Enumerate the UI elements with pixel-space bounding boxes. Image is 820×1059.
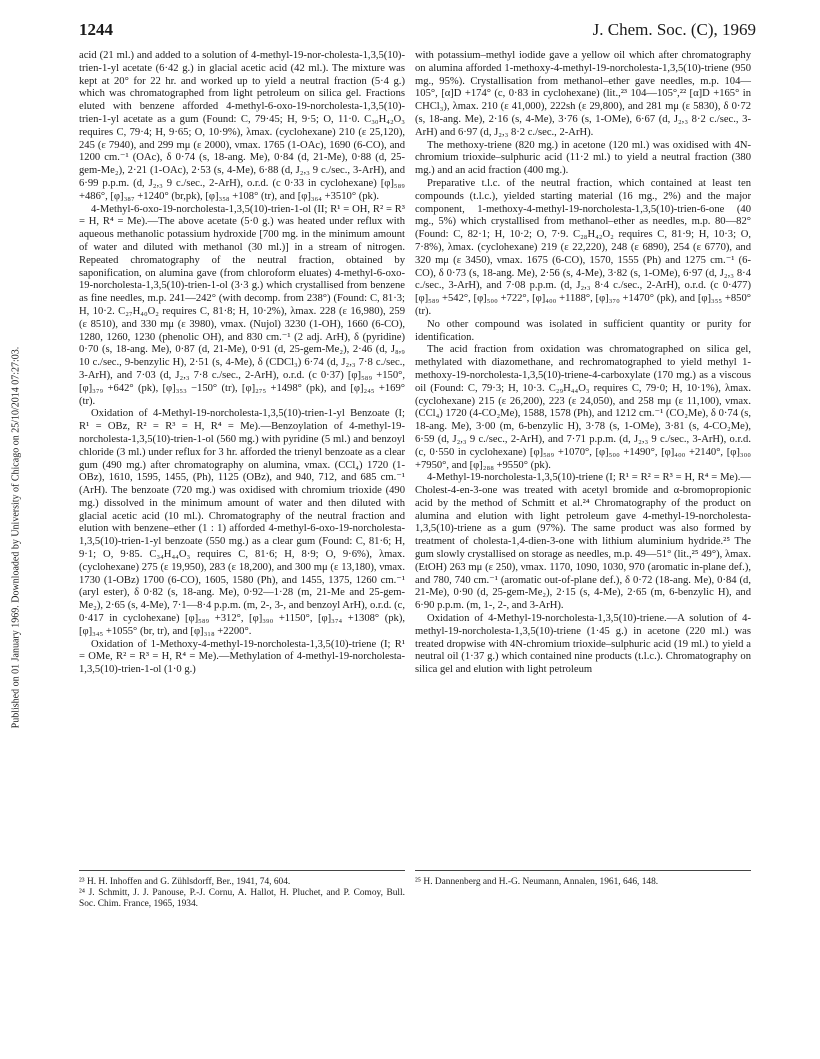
right-column (415, 50, 751, 677)
footnote: ²³ H. H. Inhoffen and G. Zühlsdorff, Ber., 1941, 74, 604. (79, 877, 291, 887)
paragraph: No other compound was isolated in sufficient quantity or purity for identification. (415, 318, 751, 343)
paragraph: The methoxy-triene (820 mg.) in acetone (120 ml.) was oxidised with 4N-chromium trioxide–sulphuric acid (11·2 ml.) to yield a neutral fraction (380 mg.) and an acid fraction (400 mg.). (415, 139, 751, 177)
footnote: ²⁴ J. Schmitt, J. J. Panouse, P.-J. Cornu, A. Hallot, H. Pluchet, and P. Comoy, Bull. Soc. Chim. France, 1965, 1934. (79, 888, 405, 909)
paragraph: 4-Methyl-6-oxo-19-norcholesta-1,3,5(10)-trien-1-ol (II; R¹ = OH, R² = R³ = H, R⁴ = Me).—The above acetate (5·0 g.) was heated under reflux with aqueous methanolic potassium hydroxide [700 mg. in the minimum amount of water and diluted with methanol (30 ml.)] in a stream of nitrogen. Repeated chromatography of the neutral fraction, obtained by saponification, on alumina gave (from chloroform eluates) 4-methyl-6-oxo-19-norcholesta-1,3,5(10)-trien-1-ol (3·3 g.) which crystallised from benzene as fine needles, m.p. 241—242° (with decomp. from 238°) (Found: C, 81·3; H, 10·2. C₂₇H₄₀O₂ requires C, 81·8; H, 10·2%), λmax. 228 (ε 16,980), 259 (ε 8510), and 330 mμ (ε 3980), νmax. (Nujol) 3230 (1-OH), 1660 (6-CO), 1280, 1260, 1230 (phenolic OH), and 830 cm.⁻¹ (2 adj. ArH), δ (pyridine) 0·70 (s, 18-ang. Me), 0·87 (d, 21-Me), 0·91 (d, 25-gem-Me₂), 2·46 (d, J₈,₉ 10 c./sec., 9-benzylic H), 2·51 (s, 4-Me), δ (CDCl₃) 6·74 (d, J₂,₃ 7·8 c./sec., 3-ArH), and 7·03 (d, J₂,₃ 7·8 c./sec., 2-ArH), o.r.d. (c 0·37) [φ]₅₈₉ +150°, [φ]₃₇₉ +642° (pk), [φ]₃₅₃ −150° (tr), [φ]₂₇₅ +1498° (pk), and [φ]₂₄₅ +169° (tr). (79, 203, 405, 407)
paragraph: Preparative t.l.c. of the neutral fraction, which contained at least ten compounds (t.l.c.), yielded starting material (16 mg., 2%) and the major component, 1-methoxy-4-methyl-19-norcholesta-1,3,5(10)-trien-6-one (40 mg., 5%) which crystallised from methanol–ether as needles, m.p. 80—82° (Found: C, 82·1; H, 10·2; O, 7·9. C₂₈H₄₂O₂ requires C, 81·9; H, 10·3; O, 7·8%), λmax. (cyclohexane) 219 (ε 22,220), 248 (ε 6890), 254 (ε 6770), and 320 mμ (ε 3450), νmax. 1675 (6-CO), 1570, 1555 (Ph) and 1275 cm.⁻¹ (6-CO), δ 0·73 (s, 18-ang. Me), 2·56 (s, 4-Me), 3·82 (s, 1-OMe), 6·97 (d, J₂,₃ 8·4 c./sec., 3-ArH), and 7·08 p.p.m. (d, J₂,₃ 8·4 c./sec., 2-ArH), o.r.d. (c 0·477) [φ]₅₈₉ +542°, [φ]₅₀₀ +722°, [φ]₄₀₀ +1188°, [φ]₃₇₀ +1470° (pk), and [φ]₃₅₅ +850° (tr). (415, 177, 751, 317)
paragraph: with potassium–methyl iodide gave a yellow oil which after chromatography on alumina afforded 1-methoxy-4-methyl-19-norcholesta-1,3,5(10)-triene (950 mg., 95%). Crystallisation from methanol–ether gave needles, m.p. 104—105°, [α]D +174° (c, 0·83 in cyclohexane) (lit.,²³ 104—105°,²² [α]D +165° in CHCl₃), λmax. 210 (ε 41,000), 222sh (ε 29,800), and 281 mμ (ε 5830), δ 0·72 (s, 18-ang. Me), 2·16 (s, 4-Me), 3·76 (s, 1-OMe), 6·67 (d, J₂,₃ 8·2 c./sec., 3-ArH) and 6·97 (d, J₂,₃ 8·2 c./sec., 2-ArH). (415, 50, 751, 138)
journal-reference: J. Chem. Soc. (C), 1969 (592, 20, 756, 39)
footnote-divider (415, 870, 751, 871)
paragraph: 4-Methyl-19-norcholesta-1,3,5(10)-triene (I; R¹ = R² = R³ = H, R⁴ = Me).—Cholest-4-en-3-one was treated with acetyl bromide and α-bromopropionic acid by the method of Schmitt et al.²⁴ Chromatography of the product on alumina and elution with light petroleum gave 4-methyl-19-norcholesta-1,3,5(10)-triene as a gum (97%). The same product was also formed by treatment of cholesta-1,4-dien-3-one with lithium aluminium hydride.²⁵ The gum slowly crystallised on storage as needles, m.p. 49—51° (lit.,²⁵ 49°), λmax. (EtOH) 263 mμ (ε 250), νmax. 1170, 1090, 1030, 970 (aromatic in-plane def.), and 780, 740 cm.⁻¹ (aromatic out-of-plane def.), δ 0·72 (18-ang. Me), 0·84 (d, 21-Me), 0·90 (d, 25-gem-Me₂), 2·15 (s, 4-Me), 2·65 (m, 6-benzylic H), and 6·90 p.p.m. (m, 1-, 2-, and 3-ArH). (415, 472, 751, 612)
paragraph: Oxidation of 1-Methoxy-4-methyl-19-norcholesta-1,3,5(10)-triene (I; R¹ = OMe, R² = R³ = H, R⁴ = Me).—Methylation of 4-methyl-19-norcholesta-1,3,5(10)-trien-1-ol (1·0 g.) (79, 638, 405, 676)
download-watermark-text: Published on 01 January 1969. Downloaded by University of Chicago on 25/10/2014 07:27:03. (10, 346, 22, 729)
footnote: ²⁵ H. Dannenberg and H.-G. Neumann, Annalen, 1961, 646, 148. (415, 877, 659, 887)
paragraph: Oxidation of 4-Methyl-19-norcholesta-1,3,5(10)-trien-1-yl Benzoate (I; R¹ = OBz, R² = R³ = H, R⁴ = Me).—Benzoylation of 4-methyl-19-norcholesta-1,3,5(10)-trien-1-ol (560 mg.) with pyridine (5 ml.) and benzoyl chloride (3 ml.) under reflux for 3 hr. afforded the trienyl benzoate as a clear gum (490 mg.) after chromatography on alumina, νmax. (CCl₄) 1720 (1-OBz), 1610, 1595, 1455, (Ph), 1125 (OBz), and 940, 712, and 685 cm.⁻¹ (ArH). The benzoate (720 mg.) was oxidised with chromium trioxide (490 mg.) dissolved in the minimum amount of water and then diluted with glacial acetic acid (10 ml.). Chromatography of the neutral fraction and elution with benzene–ether (1 : 1) afforded 4-methyl-6-oxo-19-norcholesta-1,3,5(10)-trien-1-yl benzoate (550 mg.) as a clear gum (Found: C, 81·6; H, 9·1; O, 9·85. C₃₄H₄₄O₃ requires C, 81·6; H, 8·9; O, 9·6%), λmax. (cyclohexane) 275 (ε 19,950), 283 (ε 18,200), and 300 mμ (ε 13,180), νmax. 1730 (1-OBz) 1700 (6-CO), 1605, 1580 (Ph), and 1455, 1375, 1260 cm.⁻¹ (aryl ester), δ 0·82 (s, 18-ang. Me), 0·92—1·28 (m, 21-Me and 25-gem-Me₂), 2·65 (s, 4-Me), 7·1—8·4 p.p.m. (m, 2-, 3-, and benzoyl ArH), o.r.d. (c, 0·417 in cyclohexane) [φ]₅₈₉ +312°, [φ]₃₉₀ +1150°, [φ]₃₇₄ +1308° (pk), [φ]₃₄₅ +1055° (br, tr), and [φ]₃₁₈ +2200°. (79, 408, 405, 637)
paragraph: Oxidation of 4-Methyl-19-norcholesta-1,3,5(10)-triene.—A solution of 4-methyl-19-norcholesta-1,3,5(10)-triene (1·45 g.) in acetone (220 ml.) was treated dropwise with 4N-chromium trioxide–sulphuric acid (19 ml.) to yield a neutral oil (1·37 g.) which contained nine products (t.l.c.). Chromatography on silica gel and elution with light petroleum (415, 613, 751, 676)
page-number: 1244 (79, 20, 113, 39)
footnote-divider (79, 870, 405, 871)
download-watermark (4, 260, 22, 820)
paragraph: acid (21 ml.) and added to a solution of 4-methyl-19-nor-cholesta-1,3,5(10)-trien-1-yl acetate (6·42 g.) in glacial acetic acid (42 ml.). The mixture was kept at 20° for 22 hr. and worked up to yield a neutral fraction (5·4 g.) which was chromatographed from light petroleum on silica gel. Fractions eluted with benzene afforded 4-methyl-6-oxo-19-norcholesta-1,3,5(10)-trien-1-yl acetate as a gum (Found: C, 79·45; H, 9·5; O, 11·0. C₃₀H₄₂O₃ requires C, 79·4; H, 9·65; O, 10·9%), λmax. (cyclohexane) 210 (ε 25,120), 245 (ε 7940), and 299 mμ (ε 2000), νmax. 1765 (1-OAc), 1690 (6-CO), and 1200 cm.⁻¹ (OAc), δ 0·74 (s, 18-ang. Me), 0·84 (d, 21-Me), 0·88 (d, 25-gem-Me₂), 2·21 (1-OAc), 2·53 (s, 4-Me), 6·88 (d, J₂,₃ 9 c./sec., 3-ArH), and 6·99 p.p.m. (d, J₂,₃ 9 c./sec., 2-ArH), o.r.d. (c 0·33 in cyclohexane) [φ]₅₈₉ +486°, [φ]₃₈₇ +1240° (br,pk), [φ]₃₅₈ +108° (tr), and [φ]₃₆₄ +3510° (pk). (79, 50, 405, 202)
left-column (79, 50, 405, 677)
footnotes-right (415, 877, 751, 888)
paragraph: The acid fraction from oxidation was chromatographed on silica gel, methylated with diazomethane, and rechromatographed to yield methyl 1-methoxy-19-norcholesta-1,3,5(10)-triene-4-carboxylate (170 mg.) as a viscous oil (Found: C, 79·3; H, 10·3. C₂₉H₄₄O₃ requires C, 79·0; H, 10·1%), λmax. (cyclohexane) 215 (ε 26,200), 223 (ε 24,050), and 258 mμ (ε 11,100), νmax. (CCl₄) 1720 (4-CO₂Me), 1588, 1578 (Ph), and 1212 cm.⁻¹ (CO₂Me), δ 0·74 (s, 18-ang. Me), 3·00 (m, 6-benzylic H), 3·78 (s, 1-OMe), 3·81 (s, 4-CO₂Me), 6·59 (d, J₂,₃ 9 c./sec., 2-ArH), and 7·71 p.p.m. (d, J₂,₃ 9 c./sec., 3-ArH), o.r.d. (c, 0·550 in cyclohexane) [φ]₅₈₉ +1070°, [φ]₅₀₀ +1490°, [φ]₄₀₀ +2140°, [φ]₃₀₀ +7950°, and [φ]₂₈₈ +9550° (pk). (415, 344, 751, 471)
page-header (79, 14, 756, 44)
footnotes-left (79, 877, 405, 910)
